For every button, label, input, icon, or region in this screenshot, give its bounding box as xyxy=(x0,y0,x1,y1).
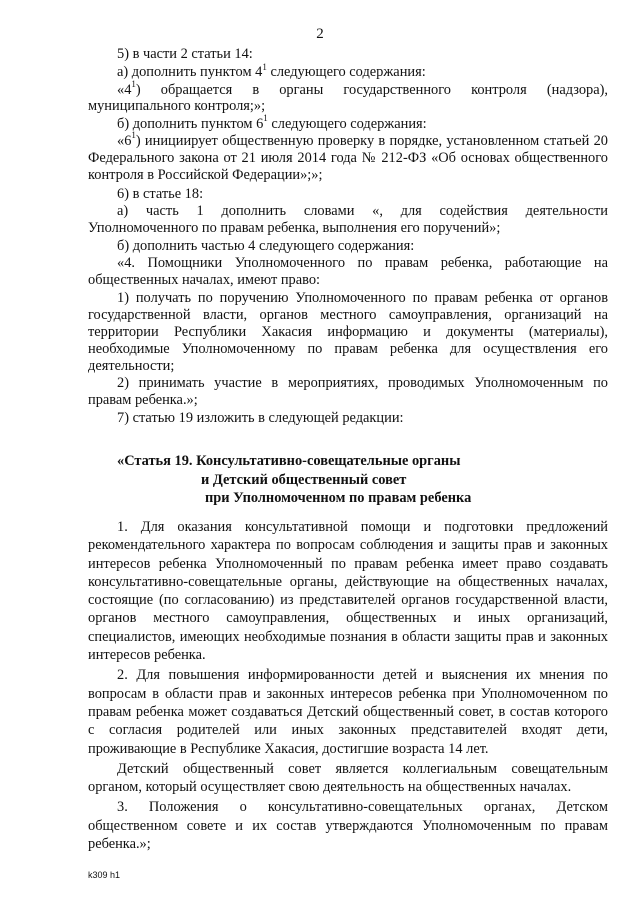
heading-line: «Статья 19. Консультативно-совещательные органы xyxy=(117,453,461,469)
paragraph: 2. Для повышения информированности детей и выяснения их мнения по вопросам в области прав и законных интересов ребенка при Уполномоченном по правам ребенка может создаваться Детский общественный совет, в состав которого с согласия родителей или иных законных представителей входят дети, проживающие в Республике Хакасия, достигшие возраста 14 лет. xyxy=(88,667,608,757)
amendments-text xyxy=(88,45,608,428)
paragraph: «$6^1$) инициирует общественную проверку в порядке, установленном статьей 20 Федерального закона от 21 июля 2014 года № 212-ФЗ «Об основах общественного контроля в Российской Федерации»;»; xyxy=(88,130,608,184)
superscript: 1 xyxy=(131,78,136,89)
paragraph: 1) получать по поручению Уполномоченного по правам ребенка от органов государственной власти, органов местного самоуправления, организаций на территории Республики Хакасия информацию и документы (материалы), необходимые Уполномоченному по правам ребенка для осуществления его деятельности; xyxy=(88,289,608,374)
superscript: 1 xyxy=(262,61,267,72)
paragraph: а) дополнить пунктом $4^1$ следующего содержания: xyxy=(117,61,426,81)
superscript: 1 xyxy=(131,130,136,141)
footer-code: k309 h1 xyxy=(88,870,121,880)
paragraph: 7) статью 19 изложить в следующей редакции: xyxy=(117,410,404,427)
paragraph: «4. Помощники Уполномоченного по правам ребенка, работающие на общественных началах, имеют право: xyxy=(88,255,608,289)
paragraph: 3. Положения о консультативно-совещательных органах, Детском общественном совете и их состав утверждаются Уполномоченным по правам ребенка.»; xyxy=(88,799,608,853)
paragraph: б) дополнить пунктом $6^1$ следующего содержания: xyxy=(117,113,427,132)
paragraph: 2) принимать участие в мероприятиях, проводимых Уполномоченным по правам ребенка.»; xyxy=(88,375,608,409)
heading-line: при Уполномоченном по правам ребенка xyxy=(205,490,472,506)
paragraph: 1. Для оказания консультативной помощи и подготовки предложений рекомендательного характера по вопросам соблюдения и защиты прав и законных интересов ребенка Уполномоченный по правам ребенка имеет право создавать консультативно-совещательные органы, действующие на общественных началах, состоящие (по согласованию) из представителей органов государственной власти, органов местного самоуправления, общественных и иных организаций, специалистов, имеющих необходимые познания в области защиты прав и законных интересов ребенка. xyxy=(88,519,608,664)
page-number: 2 xyxy=(316,26,324,42)
article-heading xyxy=(88,452,608,508)
paragraph: а) часть 1 дополнить словами «, для содействия деятельности Уполномоченного по правам ребенка, выполнения его поручений»; xyxy=(88,202,608,236)
superscript: 1 xyxy=(263,113,268,124)
paragraph: б) дополнить частью 4 следующего содержания: xyxy=(117,238,415,255)
article-text xyxy=(88,518,608,853)
paragraph: 5) в части 2 статьи 14: xyxy=(117,46,253,62)
heading-line: и Детский общественный совет xyxy=(201,471,407,488)
paragraph: 6) в статье 18: xyxy=(117,185,204,202)
paragraph: Детский общественный совет является коллегиальным совещательным органом, который осуществляет свою деятельность на общественных началах. xyxy=(88,760,608,796)
paragraph: «$4^1$) обращается в органы государственного контроля (надзора), муниципального контроля;»; xyxy=(88,78,608,115)
